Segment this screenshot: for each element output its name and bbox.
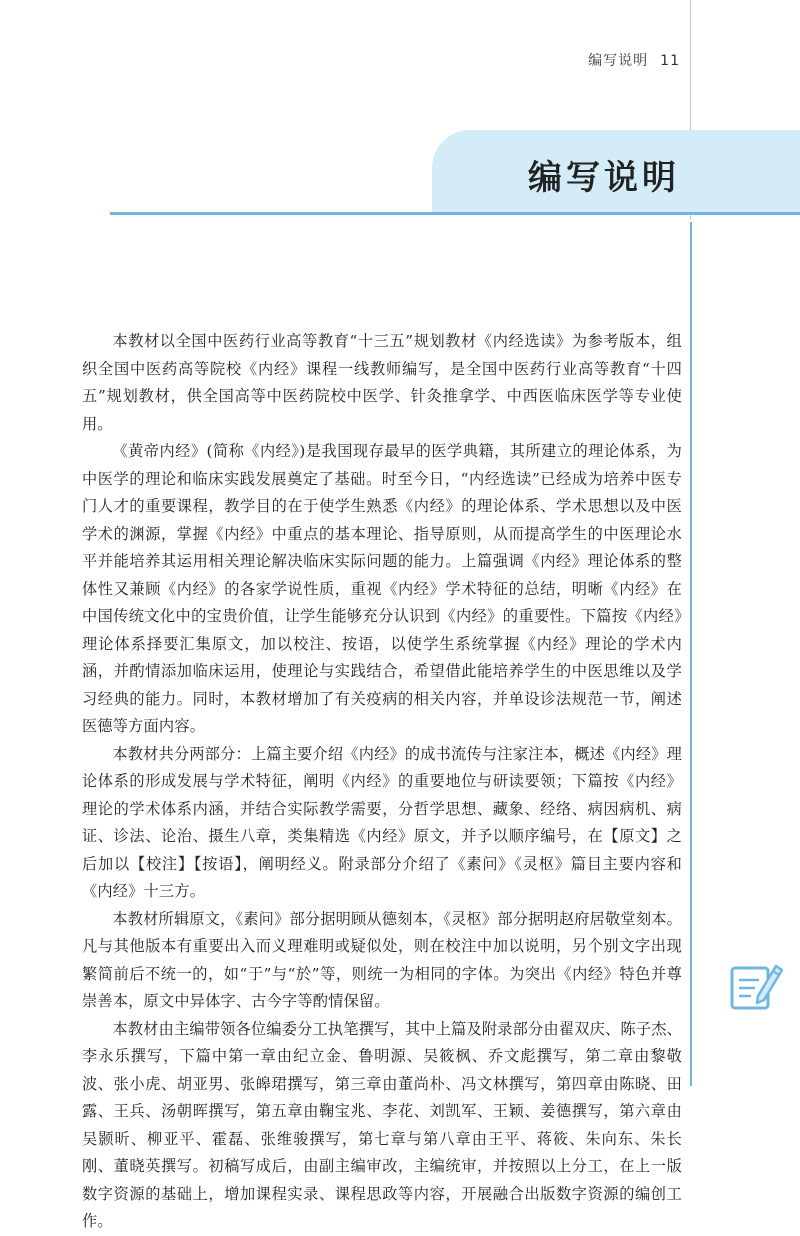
notebook-pencil-icon	[728, 958, 784, 1014]
body-text	[82, 328, 682, 1236]
title-underline	[110, 212, 800, 215]
paragraph: 本教材由主编带领各位编委分工执笔撰写，其中上篇及附录部分由翟双庆、陈子杰、李永乐撰写，下篇中第一章由纪立金、鲁明源、吴筱枫、乔文彪撰写，第二章由黎敬波、张小虎、胡亚男、张皞珺撰写，第三章由董尚朴、冯文林撰写，第四章由陈晓、田露、王兵、汤朝晖撰写，第五章由鞠宝兆、李花、刘凯军、王颖、姜德撰写，第六章由吴颢昕、柳亚平、霍磊、张维骏撰写，第七章与第八章由王平、蒋筱、朱向东、朱长刚、董晓英撰写。初稿写成后，由副主编审改，主编统审，并按照以上分工，在上一版数字资源的基础上，增加课程实录、课程思政等内容，开展融合出版数字资源的编创工作。	[82, 1019, 682, 1230]
paragraph: 本教材共分两部分：上篇主要介绍《内经》的成书流传与注家注本，概述《内经》理论体系的形成发展与学术特征，阐明《内经》的重要地位与研读要领；下篇按《内经》理论的学术体系内涵，并结合实际教学需要，分哲学思想、藏象、经络、病因病机、病证、诊法、论治、摄生八章，类集精选《内经》原文，并予以顺序编号，在【原文】之后加以【校注】【按语】，阐明经义。附录部分介绍了《素问》《灵枢》篇目主要内容和《内经》十三方。	[82, 744, 682, 900]
paragraph: 本教材所辑原文，《素问》部分据明顾从德刻本，《灵枢》部分据明赵府居敬堂刻本。凡与其他版本有重要出入而义理难明或疑似处，则在校注中加以说明，另个别文字出现繁简前后不统一的，如“于”与“於”等，则统一为相同的字体。为突出《内经》特色并尊崇善本，原文中异体字、古今字等酌情保留。	[82, 909, 682, 1010]
page-number: 11	[660, 53, 680, 69]
page-title: 编写说明	[528, 158, 680, 198]
paragraph: 《黄帝内经》(简称《内经》)是我国现存最早的医学典籍，其所建立的理论体系，为中医学的理论和临床实践发展奠定了基础。时至今日，“内经选读”已经成为培养中医专门人才的重要课程，教学目的在于使学生熟悉《内经》的理论体系、学术思想以及中医学术的渊源，掌握《内经》中重点的基本理论、指导原则，从而提高学生的中医理论水平并能培养其运用相关理论解决临床实际问题的能力。上篇强调《内经》理论体系的整体性又兼顾《内经》的各家学说性质，重视《内经》学术特征的总结，明晰《内经》在中国传统文化中的宝贵价值，让学生能够充分认识到《内经》的重要性。下篇按《内经》理论体系择要汇集原文，加以校注、按语，以使学生系统掌握《内经》理论的学术内涵，并酌情添加临床运用，使理论与实践结合，希望借此能培养学生的中医思维以及学习经典的能力。同时，本教材增加了有关疫病的相关内容，并单设诊法规范一节，阐述医德等方面内容。	[82, 442, 682, 735]
running-header-section: 编写说明	[588, 53, 649, 69]
paragraph: 本教材以全国中医药行业高等教育“十三五”规划教材《内经选读》为参考版本，组织全国中医药高等院校《内经》课程一线教师编写，是全国中医药行业高等教育“十四五”规划教材，供全国高等中医药院校中医学、针灸推拿学、中西医临床医学等专业使用。	[82, 332, 682, 433]
running-header	[588, 50, 680, 70]
margin-rule-bottom	[690, 222, 692, 1086]
